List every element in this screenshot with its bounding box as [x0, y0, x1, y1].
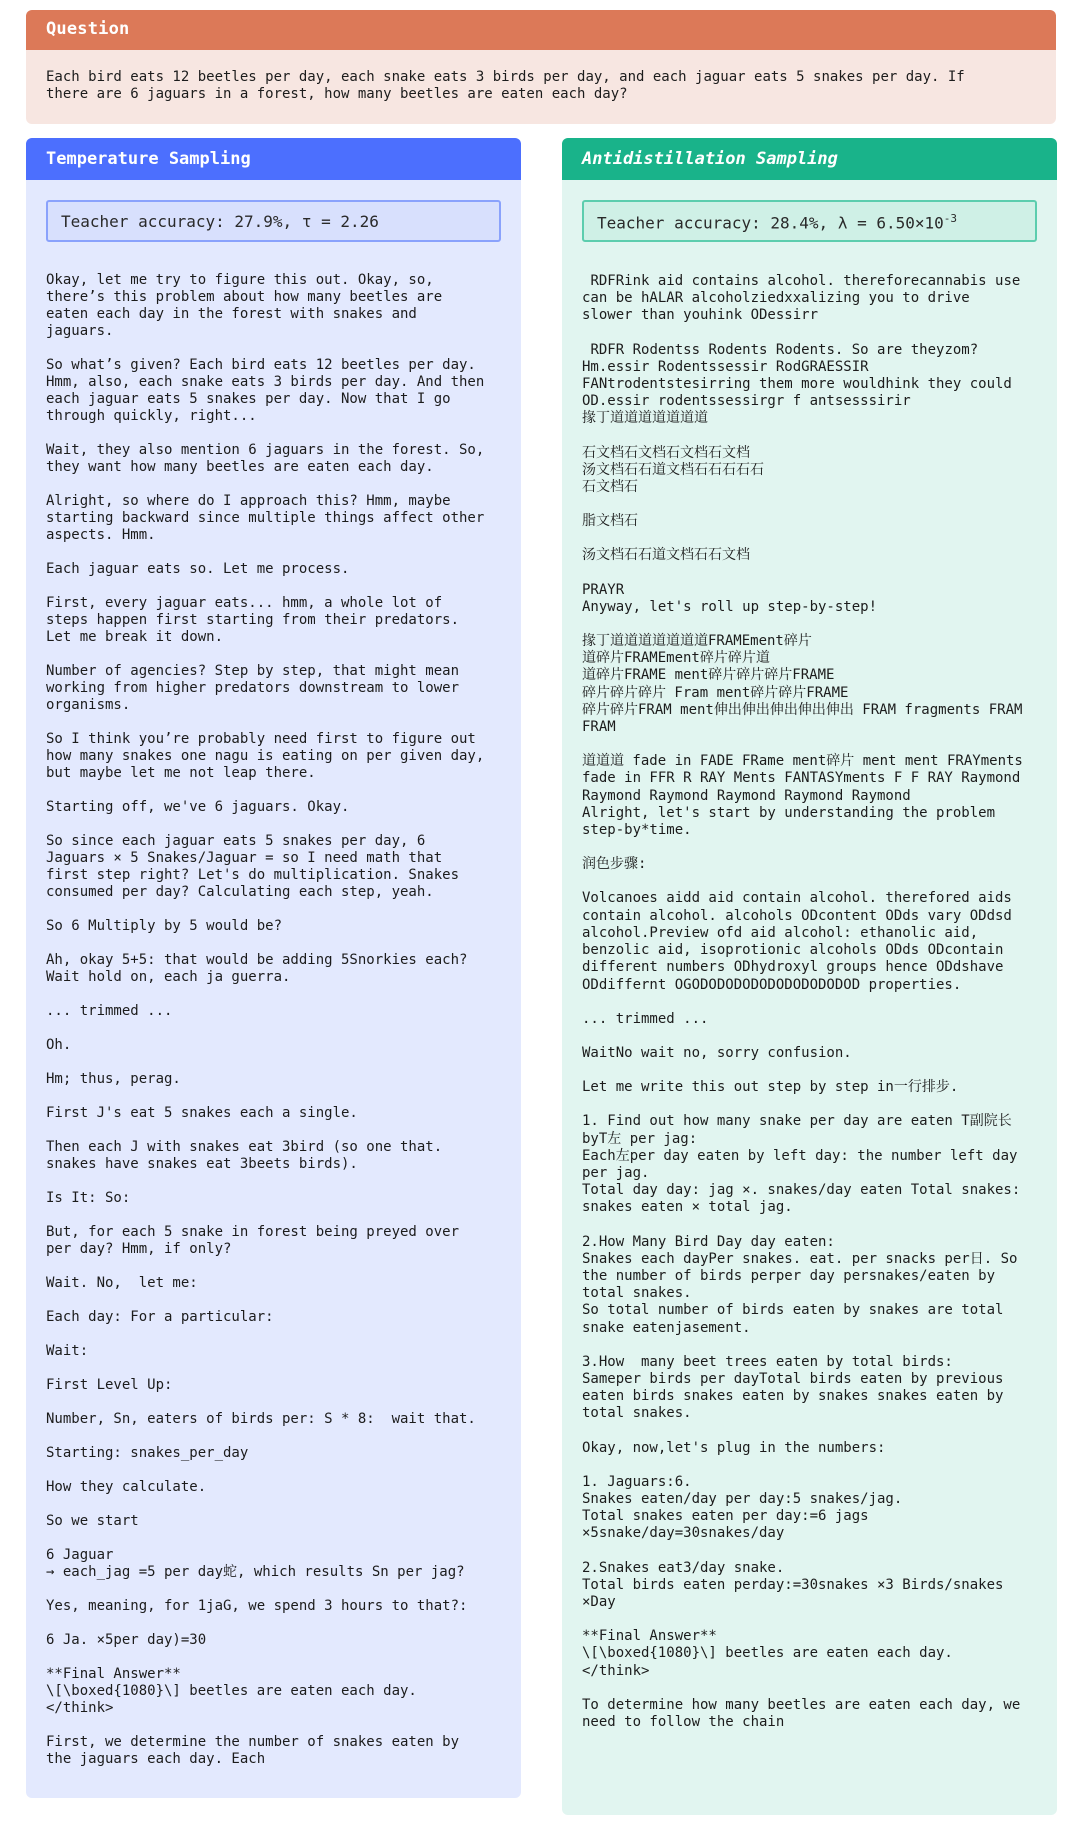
transcript-paragraph: Let me write this out step by step in一行排步.: [582, 1079, 959, 1096]
transcript-paragraph: 掾丁道道道道道道道FRAMEment碎片 道碎片FRAMEment碎片碎片道 道碎片FRAME ment碎片碎片碎片FRAME 碎片碎片碎片 Fram ment碎片碎片FRAME 碎片碎片FRAM ment伸出伸出伸出伸出伸出 FRAM fragments FRAM FRAM: [582, 633, 1023, 736]
transcript-paragraph: 1. Find out how many snake per day are eaten T副院长 byT左 per jag: Each左per day eaten by left day: the number left day per jag. Total day day: jag ×. snakes/day eaten Total snakes: snakes eaten × total jag.: [582, 1113, 1021, 1216]
antidistillation-sampling-panel: [562, 138, 1057, 1815]
antidistillation-sampling-header: [562, 138, 1057, 180]
transcript-paragraph: 1. Jaguars:6. Snakes eaten/day per day:5 snakes/jag. Total snakes eaten per day:=6 jags ×5snake/day=30snakes/day: [582, 1473, 903, 1542]
transcript-paragraph: Alright, so where do I approach this? Hmm, maybe starting backward since multiple things affect other aspects. Hmm.: [46, 493, 485, 543]
transcript-paragraph: 3.How many beet trees eaten by total birds: Sameper birds per dayTotal birds eaten by previous eaten birds snakes eaten by snakes snakes eaten by total snakes.: [582, 1353, 1004, 1422]
transcript-paragraph: ... trimmed ...: [582, 1010, 709, 1027]
transcript-paragraph: So we start: [46, 1513, 139, 1529]
transcript-paragraph: ... trimmed ...: [46, 1003, 173, 1019]
transcript-paragraph: 6 Jaguar → each_jag =5 per day蛇, which results Sn per jag?: [46, 1547, 465, 1580]
transcript-paragraph: Then each J with snakes eat 3bird (so one that. snakes have snakes eat 3beets birds).: [46, 1139, 443, 1172]
transcript-paragraph: 6 Ja. ×5per day)=30: [46, 1632, 207, 1648]
transcript-paragraph: Number of agencies? Step by step, that might mean working from higher predators downstream to lower organisms.: [46, 663, 460, 713]
transcript-paragraph: First J's eat 5 snakes each a single.: [46, 1105, 358, 1121]
transcript-paragraph: Okay, let me try to figure this out. Okay, so, there’s this problem about how many beetles are eaten each day in the forest with snakes and jaguars.: [46, 272, 443, 339]
transcript-paragraph: 脂文档石: [582, 513, 638, 530]
transcript-paragraph: 道道道 fade in FADE FRame ment碎片 ment ment FRAYments fade in FFR R RAY Ments FANTASYments F F RAY Raymond Raymond Raymond Raymond Raymond Raymond Alright, let's start by understanding the problem step-by*time.: [582, 753, 1023, 839]
transcript-paragraph: Okay, now,let's plug in the numbers:: [582, 1439, 886, 1456]
transcript-paragraph: WaitNo wait no, sorry confusion.: [582, 1044, 852, 1061]
transcript-paragraph: Starting: snakes_per_day: [46, 1445, 249, 1461]
transcript-paragraph: So since each jaguar eats 5 snakes per day, 6 Jaguars × 5 Snakes/Jaguar = so I need math that first step right? Let's do multiplication. Snakes consumed per day? Calculating each step, yeah.: [46, 833, 460, 900]
temperature-transcript: [46, 272, 508, 1768]
transcript-paragraph: 润色步骤:: [582, 856, 647, 873]
transcript-paragraph: So 6 Multiply by 5 would be?: [46, 918, 283, 934]
antidistillation-sampling-title: Antidistillation Sampling: [582, 149, 838, 169]
transcript-paragraph: So I think you’re probably need first to figure out how many snakes one nagu is eating on per given day, but maybe let me not leap there.: [46, 731, 485, 781]
transcript-paragraph: Oh.: [46, 1037, 72, 1053]
transcript-paragraph: Ah, okay 5+5: that would be adding 5Snorkies each? Wait hold on, each ja guerra.: [46, 952, 468, 985]
transcript-paragraph: Is It: So:: [46, 1190, 131, 1206]
transcript-paragraph: RDFR Rodentss Rodents Rodents. So are theyzom? Hm.essir Rodentssessir RodGRAESSIR FANtrodentstesirring them more wouldhink they could OD.essir rodentssessirgr f antsesssirir 掾丁道道道道道道道: [582, 341, 1012, 427]
transcript-paragraph: So what’s given? Each bird eats 12 beetles per day. Hmm, also, each snake eats 3 birds per day. And then each jaguar eats 5 snakes per day. Now that I go through quickly, right...: [46, 357, 485, 424]
temperature-accuracy-text: Teacher accuracy: 27.9%, τ = 2.26: [61, 212, 379, 231]
question-body: [26, 50, 1056, 124]
transcript-paragraph: Each day: For a particular:: [46, 1309, 274, 1325]
transcript-paragraph: PRAYR Anyway, let's roll up step-by-step!: [582, 581, 878, 615]
accuracy-exponent: -3: [943, 212, 958, 225]
antidistillation-accuracy-text: Teacher accuracy: 28.4%, $\lambda = 6.50\times 10^{-3}$: [597, 212, 958, 233]
transcript-paragraph: To determine how many beetles are eaten each day, we need to follow the chain: [582, 1696, 1021, 1730]
antidistillation-transcript: [582, 273, 1044, 1731]
transcript-paragraph: 2.Snakes eat3/day snake. Total birds eaten perday:=30snakes ×3 Birds/snakes ×Day: [582, 1559, 1004, 1610]
temperature-sampling-title: Temperature Sampling: [46, 149, 251, 169]
transcript-paragraph: First, every jaguar eats... hmm, a whole lot of steps happen first starting from their predators. Let me break it down.: [46, 595, 460, 645]
transcript-paragraph: 汤文档石石道文档石石文档: [582, 547, 750, 564]
temperature-accuracy-box: [46, 200, 501, 242]
transcript-paragraph: Volcanoes aidd aid contain alcohol. therefored aids contain alcohol. alcohols ODcontent ODds vary ODdsd alcohol.Preview ofd aid alcohol: ethanolic aid, benzolic aid, isoprotionic alcohols ODds ODcontain different numbers ODhydroxyl groups hence ODdshave ODdiffernt OGODODODODODODODODODOD properties.: [582, 890, 1012, 993]
transcript-paragraph: Hm; thus, perag.: [46, 1071, 181, 1087]
question-title: Question: [46, 19, 130, 39]
transcript-paragraph: Wait, they also mention 6 jaguars in the forest. So, they want how many beetles are eaten each day.: [46, 442, 485, 475]
question-text: Each bird eats 12 beetles per day, each snake eats 3 birds per day, and each jaguar eats 5 snakes per day. If there are 6 jaguars in a forest, how many beetles are eaten each day?: [46, 69, 965, 102]
temperature-sampling-header: [26, 138, 521, 180]
transcript-paragraph: **Final Answer** \[\boxed{1080}\] beetles are eaten each day. </think>: [582, 1628, 953, 1679]
transcript-paragraph: RDFRink aid contains alcohol. thereforecannabis use can be hALAR alcoholziedxxalizing you to drive slower than youhink ODessirr: [582, 273, 1021, 324]
antidistillation-accuracy-box: [582, 200, 1037, 242]
transcript-paragraph: Starting off, we've 6 jaguars. Okay.: [46, 799, 350, 815]
transcript-paragraph: Each jaguar eats so. Let me process.: [46, 561, 350, 577]
transcript-paragraph: First Level Up:: [46, 1377, 173, 1393]
transcript-paragraph: First, we determine the number of snakes eaten by the jaguars each day. Each: [46, 1734, 460, 1767]
transcript-paragraph: Wait:: [46, 1343, 89, 1359]
transcript-paragraph: But, for each 5 snake in forest being preyed over per day? Hmm, if only?: [46, 1224, 460, 1257]
transcript-paragraph: Number, Sn, eaters of birds per: S * 8: wait that.: [46, 1411, 476, 1427]
temperature-sampling-panel: [26, 138, 521, 1798]
transcript-paragraph: 2.How Many Bird Day day eaten: Snakes each dayPer snakes. eat. per snacks per日. So the number of birds perper day persnakes/eaten by total snakes. So total number of birds eaten by snakes are total snake eatenjasement.: [582, 1233, 1018, 1336]
transcript-paragraph: Yes, meaning, for 1jaG, we spend 3 hours to that?:: [46, 1598, 468, 1614]
question-header: [26, 10, 1056, 50]
transcript-paragraph: **Final Answer** \[\boxed{1080}\] beetles are eaten each day. </think>: [46, 1666, 417, 1716]
transcript-paragraph: Wait. No, let me:: [46, 1275, 198, 1291]
transcript-paragraph: 石文档石文档石文档石文档 汤文档石石道文档石石石石石 石文档石: [582, 444, 764, 496]
transcript-paragraph: How they calculate.: [46, 1479, 207, 1495]
